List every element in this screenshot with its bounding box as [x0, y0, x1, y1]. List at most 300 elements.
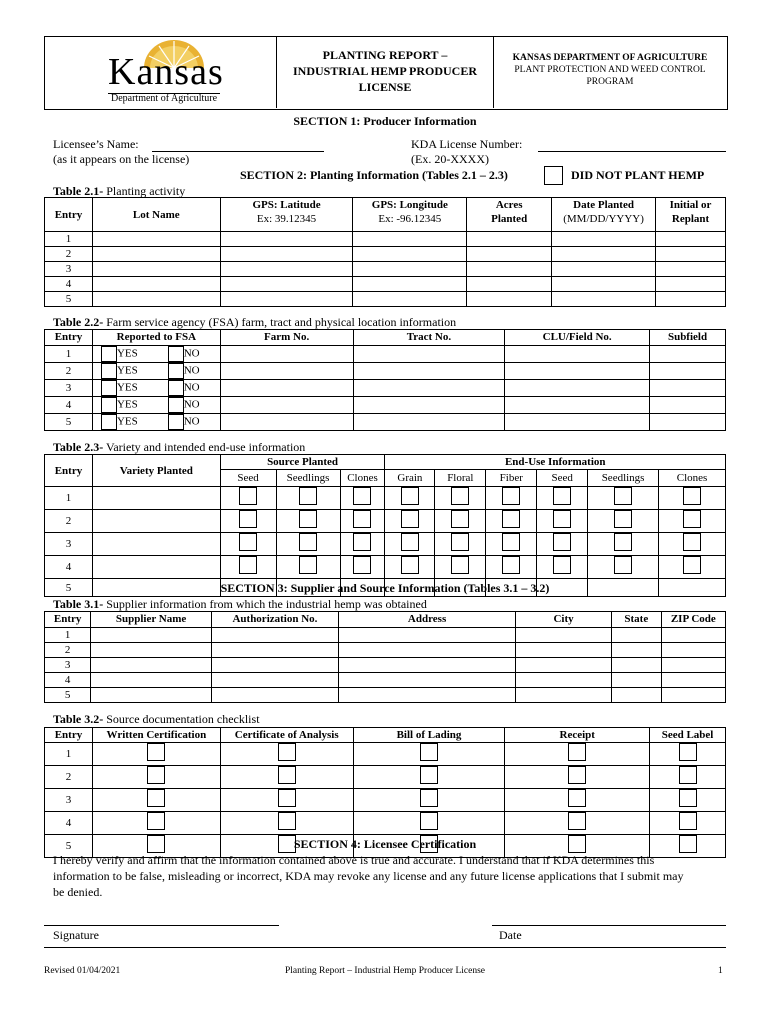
cb-cell: [385, 533, 435, 556]
t32-header-entry: Entry: [45, 728, 93, 743]
checkbox[interactable]: [614, 533, 632, 551]
input-cell[interactable]: [91, 658, 211, 673]
input-cell[interactable]: [339, 673, 516, 688]
cb-cell: [505, 743, 650, 766]
did-not-plant-label: DID NOT PLANT HEMP: [571, 168, 705, 182]
checkbox[interactable]: [278, 766, 296, 784]
input-cell[interactable]: [339, 688, 516, 703]
cb-cell: [659, 533, 726, 556]
cb-cell: [435, 533, 486, 556]
checkbox[interactable]: [614, 487, 632, 505]
input-cell[interactable]: [91, 628, 211, 643]
entry-cell: 2: [45, 510, 93, 533]
t21-header-lot-text: Lot Name: [132, 208, 180, 221]
cb-cell: [659, 510, 726, 533]
checkbox[interactable]: [420, 766, 438, 784]
fsa-cell: [92, 346, 220, 363]
department-name: KANSAS DEPARTMENT OF AGRICULTURE: [512, 53, 708, 63]
table-row: [45, 789, 726, 812]
yes-label: YES: [116, 347, 138, 360]
cb-cell: [353, 766, 505, 789]
input-cell[interactable]: [552, 247, 656, 262]
checkbox[interactable]: [679, 789, 697, 807]
t22-header-fsa: Reported to FSA: [92, 330, 220, 346]
t23-sub-seed: Seed: [220, 470, 276, 487]
input-cell[interactable]: [92, 292, 220, 307]
yes-checkbox[interactable]: [101, 397, 117, 413]
t32-header-bill-of-lading: Bill of Lading: [353, 728, 505, 743]
t31-header-entry: Entry: [45, 612, 91, 628]
checkbox[interactable]: [553, 487, 571, 505]
no-checkbox[interactable]: [168, 363, 184, 379]
input-cell[interactable]: [211, 688, 338, 703]
checkbox[interactable]: [679, 766, 697, 784]
table-row: [45, 397, 726, 414]
checkbox[interactable]: [420, 743, 438, 761]
input-cell[interactable]: [92, 533, 220, 556]
cb-cell: [537, 510, 588, 533]
cb-cell: [650, 789, 726, 812]
logo-subtitle: Department of Agriculture: [111, 93, 218, 104]
table-2-2: [44, 329, 726, 431]
no-label: NO: [183, 398, 200, 411]
input-cell[interactable]: [611, 673, 661, 688]
input-cell[interactable]: [552, 292, 656, 307]
input-cell[interactable]: [211, 658, 338, 673]
t32-header-receipt: Receipt: [505, 728, 650, 743]
input-cell[interactable]: [92, 510, 220, 533]
input-cell[interactable]: [516, 673, 612, 688]
t23-header-source: Source Planted: [220, 455, 385, 470]
cb-cell: [220, 743, 353, 766]
checkbox[interactable]: [683, 556, 701, 574]
section1-title: SECTION 1: Producer Information: [293, 114, 477, 128]
checkbox[interactable]: [568, 766, 586, 784]
checkbox[interactable]: [353, 487, 371, 505]
t31-header-supplier: Supplier Name: [91, 612, 211, 628]
input-cell[interactable]: [650, 380, 726, 397]
cb-cell: [650, 743, 726, 766]
footer-page-number: 1: [718, 966, 723, 976]
checkbox[interactable]: [239, 533, 257, 551]
checkbox[interactable]: [451, 510, 469, 528]
checkbox[interactable]: [401, 556, 419, 574]
input-cell[interactable]: [516, 658, 612, 673]
input-cell[interactable]: [656, 247, 726, 262]
table-3-1: [44, 611, 726, 703]
input-cell[interactable]: [552, 277, 656, 292]
t32-header-written-cert: Written Certification: [92, 728, 220, 743]
section4-title: SECTION 4: Licensee Certification: [293, 837, 477, 851]
input-cell[interactable]: [220, 232, 353, 247]
checkbox[interactable]: [239, 487, 257, 505]
yes-label: YES: [116, 364, 138, 377]
input-cell[interactable]: [611, 688, 661, 703]
input-cell[interactable]: [611, 658, 661, 673]
input-cell[interactable]: [656, 232, 726, 247]
entry-cell: 1: [45, 487, 93, 510]
signature-line[interactable]: [44, 925, 279, 926]
checkbox[interactable]: [553, 510, 571, 528]
input-cell[interactable]: [650, 346, 726, 363]
cb-cell: [353, 812, 505, 835]
checkbox[interactable]: [278, 812, 296, 830]
cb-cell: [486, 533, 537, 556]
table-row: [45, 658, 726, 673]
date-line[interactable]: [492, 925, 726, 926]
entry-cell: 2: [45, 247, 93, 262]
t23-header-variety-text: Variety Planted: [119, 464, 193, 477]
fsa-cell: [92, 363, 220, 380]
input-cell[interactable]: [92, 247, 220, 262]
entry-cell: 2: [45, 363, 93, 380]
table-row: [45, 766, 726, 789]
input-cell[interactable]: [353, 247, 467, 262]
footer-revised: Revised 01/04/2021: [44, 966, 121, 976]
entry-cell: 4: [45, 397, 93, 414]
cb-cell: [650, 812, 726, 835]
input-cell[interactable]: [339, 628, 516, 643]
checkbox[interactable]: [683, 510, 701, 528]
table-2-1: [44, 197, 726, 307]
checkbox[interactable]: [299, 487, 317, 505]
input-cell[interactable]: [220, 262, 353, 277]
checkbox[interactable]: [568, 812, 586, 830]
t22-header-tract: Tract No.: [353, 330, 505, 346]
checkbox[interactable]: [401, 510, 419, 528]
fsa-cell: [92, 397, 220, 414]
input-cell[interactable]: [611, 643, 661, 658]
checkbox[interactable]: [147, 789, 165, 807]
checkbox[interactable]: [278, 789, 296, 807]
date-label: Date: [499, 928, 522, 942]
checkbox[interactable]: [679, 743, 697, 761]
cb-cell: [537, 556, 588, 579]
table-3-2-caption-label: Table 3.2-: [53, 712, 104, 726]
cb-cell: [92, 743, 220, 766]
form-title-line-3: LICENSE: [358, 80, 412, 94]
table-row: [45, 277, 726, 292]
checkbox[interactable]: [553, 556, 571, 574]
no-label: NO: [183, 415, 200, 428]
t31-header-authorization: Authorization No.: [211, 612, 338, 628]
input-cell[interactable]: [661, 673, 725, 688]
checkbox[interactable]: [299, 510, 317, 528]
cb-cell: [220, 510, 276, 533]
checkbox[interactable]: [502, 533, 520, 551]
t21-date-line1: Date Planted: [573, 199, 634, 211]
input-cell[interactable]: [505, 414, 650, 431]
cb-cell: [340, 556, 385, 579]
table-row: [45, 346, 726, 363]
input-cell[interactable]: [467, 292, 552, 307]
licensee-name-label: Licensee’s Name:: [53, 137, 139, 151]
table-row: [45, 247, 726, 262]
input-cell[interactable]: [353, 277, 467, 292]
footer-title: Planting Report – Industrial Hemp Producer License: [285, 966, 485, 976]
input-cell[interactable]: [220, 292, 353, 307]
input-cell[interactable]: [220, 414, 353, 431]
input-cell[interactable]: [92, 556, 220, 579]
form-title-line-1: PLANTING REPORT –: [322, 48, 448, 62]
form-title: [277, 47, 493, 95]
yes-label: YES: [116, 398, 138, 411]
checkbox[interactable]: [614, 510, 632, 528]
yes-checkbox[interactable]: [101, 414, 117, 430]
t21-header-latitude: [220, 198, 353, 232]
t21-acres-line1: Acres: [495, 199, 523, 211]
entry-cell: 4: [45, 277, 93, 292]
checkbox[interactable]: [299, 533, 317, 551]
input-cell[interactable]: [552, 262, 656, 277]
entry-cell: 3: [45, 789, 93, 812]
input-cell[interactable]: [353, 363, 505, 380]
cb-cell: [486, 556, 537, 579]
t22-header-subfield: Subfield: [650, 330, 726, 346]
checkbox[interactable]: [353, 556, 371, 574]
checkbox[interactable]: [420, 789, 438, 807]
t31-header-city: City: [516, 612, 612, 628]
input-cell[interactable]: [92, 487, 220, 510]
input-cell[interactable]: [91, 673, 211, 688]
program-line-2: PROGRAM: [586, 77, 634, 87]
yes-checkbox[interactable]: [101, 363, 117, 379]
table-3-1-caption: [53, 597, 427, 612]
input-cell[interactable]: [467, 262, 552, 277]
input-cell[interactable]: [339, 658, 516, 673]
t21-lon-line2: Ex: -96.12345: [378, 213, 442, 225]
input-cell[interactable]: [516, 643, 612, 658]
input-cell[interactable]: [353, 414, 505, 431]
checkbox[interactable]: [147, 743, 165, 761]
input-cell[interactable]: [516, 688, 612, 703]
input-cell[interactable]: [92, 262, 220, 277]
input-cell[interactable]: [220, 247, 353, 262]
t23-sub-clones: Clones: [340, 470, 385, 487]
input-cell[interactable]: [661, 643, 725, 658]
table-2-2-caption-label: Table 2.2-: [53, 315, 104, 329]
no-checkbox[interactable]: [168, 397, 184, 413]
department-block: [494, 52, 726, 88]
t21-header-longitude: [353, 198, 467, 232]
table-row: [45, 743, 726, 766]
t21-lat-line1: GPS: Latitude: [252, 199, 321, 211]
cb-cell: [276, 510, 340, 533]
input-cell[interactable]: [505, 397, 650, 414]
input-cell[interactable]: [505, 363, 650, 380]
checkbox[interactable]: [239, 556, 257, 574]
cb-cell: [659, 487, 726, 510]
input-cell[interactable]: [650, 363, 726, 380]
t21-init-line2: Replant: [671, 213, 710, 225]
table-row: [45, 533, 726, 556]
checkbox[interactable]: [420, 812, 438, 830]
t22-header-entry: Entry: [45, 330, 93, 346]
table-row: [45, 232, 726, 247]
certification-line-3: be denied.: [53, 885, 103, 899]
input-cell[interactable]: [467, 232, 552, 247]
entry-cell: 5: [45, 835, 93, 858]
checkbox[interactable]: [568, 743, 586, 761]
entry-cell: 5: [45, 688, 91, 703]
table-3-2-caption: [53, 712, 260, 727]
input-cell[interactable]: [650, 414, 726, 431]
cb-cell: [588, 556, 659, 579]
t21-header-lot: [92, 198, 220, 232]
input-cell[interactable]: [505, 380, 650, 397]
checkbox[interactable]: [502, 556, 520, 574]
t22-header-farm: Farm No.: [220, 330, 353, 346]
table-2-2-caption-text: Farm service agency (FSA) farm, tract and physical location information: [103, 315, 457, 329]
table-row: [45, 673, 726, 688]
checkbox[interactable]: [239, 510, 257, 528]
entry-cell: 2: [45, 766, 93, 789]
input-cell[interactable]: [467, 277, 552, 292]
t21-lon-line1: GPS: Longitude: [371, 199, 448, 211]
no-checkbox[interactable]: [168, 414, 184, 430]
input-cell[interactable]: [661, 628, 725, 643]
table-2-3: [44, 454, 726, 597]
checkbox[interactable]: [614, 556, 632, 574]
input-cell[interactable]: [353, 232, 467, 247]
input-cell[interactable]: [353, 397, 505, 414]
entry-cell: 3: [45, 262, 93, 277]
checkbox[interactable]: [451, 533, 469, 551]
kda-license-note: (Ex. 20-XXXX): [411, 152, 489, 166]
input-cell[interactable]: [656, 277, 726, 292]
t32-header-coa: Certificate of Analysis: [220, 728, 353, 743]
entry-cell: 3: [45, 533, 93, 556]
input-cell[interactable]: [656, 292, 726, 307]
input-cell[interactable]: [211, 628, 338, 643]
cb-cell: [276, 487, 340, 510]
input-cell[interactable]: [220, 277, 353, 292]
fsa-cell: [92, 380, 220, 397]
checkbox[interactable]: [147, 812, 165, 830]
input-cell[interactable]: [220, 363, 353, 380]
cb-cell: [353, 743, 505, 766]
t23-sub-floral: Floral: [435, 470, 486, 487]
t21-date-line2: (MM/DD/YYYY): [563, 213, 644, 225]
input-cell[interactable]: [661, 688, 725, 703]
checkbox[interactable]: [278, 743, 296, 761]
input-cell[interactable]: [353, 380, 505, 397]
did-not-plant-checkbox[interactable]: [544, 166, 563, 185]
checkbox[interactable]: [299, 556, 317, 574]
t23-sub-enduse-seedlings: Seedlings: [588, 470, 659, 487]
t23-sub-enduse-clones: Clones: [659, 470, 726, 487]
yes-checkbox[interactable]: [101, 380, 117, 396]
checkbox[interactable]: [353, 510, 371, 528]
kda-license-line[interactable]: [538, 150, 726, 152]
input-cell[interactable]: [220, 397, 353, 414]
input-cell[interactable]: [220, 380, 353, 397]
checkbox[interactable]: [353, 533, 371, 551]
yes-label: YES: [116, 381, 138, 394]
cb-cell: [276, 556, 340, 579]
checkbox[interactable]: [502, 487, 520, 505]
certification-line-1: I hereby verify and affirm that the information contained above is true and accurate. I understand that if KDA determines this: [53, 853, 655, 867]
yes-label: YES: [116, 415, 138, 428]
no-checkbox[interactable]: [168, 346, 184, 362]
checkbox[interactable]: [451, 487, 469, 505]
input-cell[interactable]: [516, 628, 612, 643]
checkbox[interactable]: [401, 487, 419, 505]
yes-checkbox[interactable]: [101, 346, 117, 362]
entry-cell: 2: [45, 643, 91, 658]
checkbox[interactable]: [679, 812, 697, 830]
entry-cell: 4: [45, 556, 93, 579]
checkbox[interactable]: [553, 533, 571, 551]
cb-cell: [220, 766, 353, 789]
input-cell[interactable]: [650, 397, 726, 414]
input-cell[interactable]: [220, 346, 353, 363]
input-cell[interactable]: [91, 688, 211, 703]
section3-title: SECTION 3: Supplier and Source Information (Tables 3.1 – 3.2): [220, 581, 550, 595]
t22-header-clu: CLU/Field No.: [505, 330, 650, 346]
checkbox[interactable]: [683, 487, 701, 505]
input-cell[interactable]: [92, 232, 220, 247]
checkbox[interactable]: [683, 533, 701, 551]
input-cell[interactable]: [611, 628, 661, 643]
input-cell[interactable]: [552, 232, 656, 247]
t32-header-seed-label: Seed Label: [650, 728, 726, 743]
t23-header-entry-text: Entry: [54, 464, 83, 477]
input-cell[interactable]: [505, 346, 650, 363]
input-cell[interactable]: [467, 247, 552, 262]
checkbox[interactable]: [147, 766, 165, 784]
cb-cell: [340, 487, 385, 510]
table-row: [45, 510, 726, 533]
entry-cell: 3: [45, 658, 91, 673]
checkbox[interactable]: [401, 533, 419, 551]
certification-text: [53, 852, 733, 900]
cb-cell: [486, 510, 537, 533]
input-cell[interactable]: [353, 346, 505, 363]
cb-cell: [220, 812, 353, 835]
cb-cell: [220, 789, 353, 812]
input-cell[interactable]: [339, 643, 516, 658]
table-2-3-caption: [53, 440, 305, 455]
input-cell[interactable]: [353, 262, 467, 277]
checkbox[interactable]: [502, 510, 520, 528]
licensee-name-note: (as it appears on the license): [53, 152, 190, 166]
input-cell[interactable]: [91, 643, 211, 658]
input-cell[interactable]: [211, 673, 338, 688]
entry-cell: 1: [45, 743, 93, 766]
checkbox[interactable]: [451, 556, 469, 574]
cb-cell: [537, 533, 588, 556]
input-cell[interactable]: [211, 643, 338, 658]
checkbox[interactable]: [568, 789, 586, 807]
no-checkbox[interactable]: [168, 380, 184, 396]
cb-cell: [435, 556, 486, 579]
table-row: [45, 414, 726, 431]
cb-cell: [486, 487, 537, 510]
input-cell[interactable]: [661, 658, 725, 673]
cb-cell: [385, 556, 435, 579]
table-row: [45, 363, 726, 380]
cb-cell: [340, 533, 385, 556]
input-cell[interactable]: [353, 292, 467, 307]
t21-header-initial: [656, 198, 726, 232]
input-cell[interactable]: [92, 277, 220, 292]
t23-header-entry: [45, 455, 93, 487]
input-cell[interactable]: [656, 262, 726, 277]
cb-cell: [92, 812, 220, 835]
no-label: NO: [183, 347, 200, 360]
t31-header-address: Address: [339, 612, 516, 628]
